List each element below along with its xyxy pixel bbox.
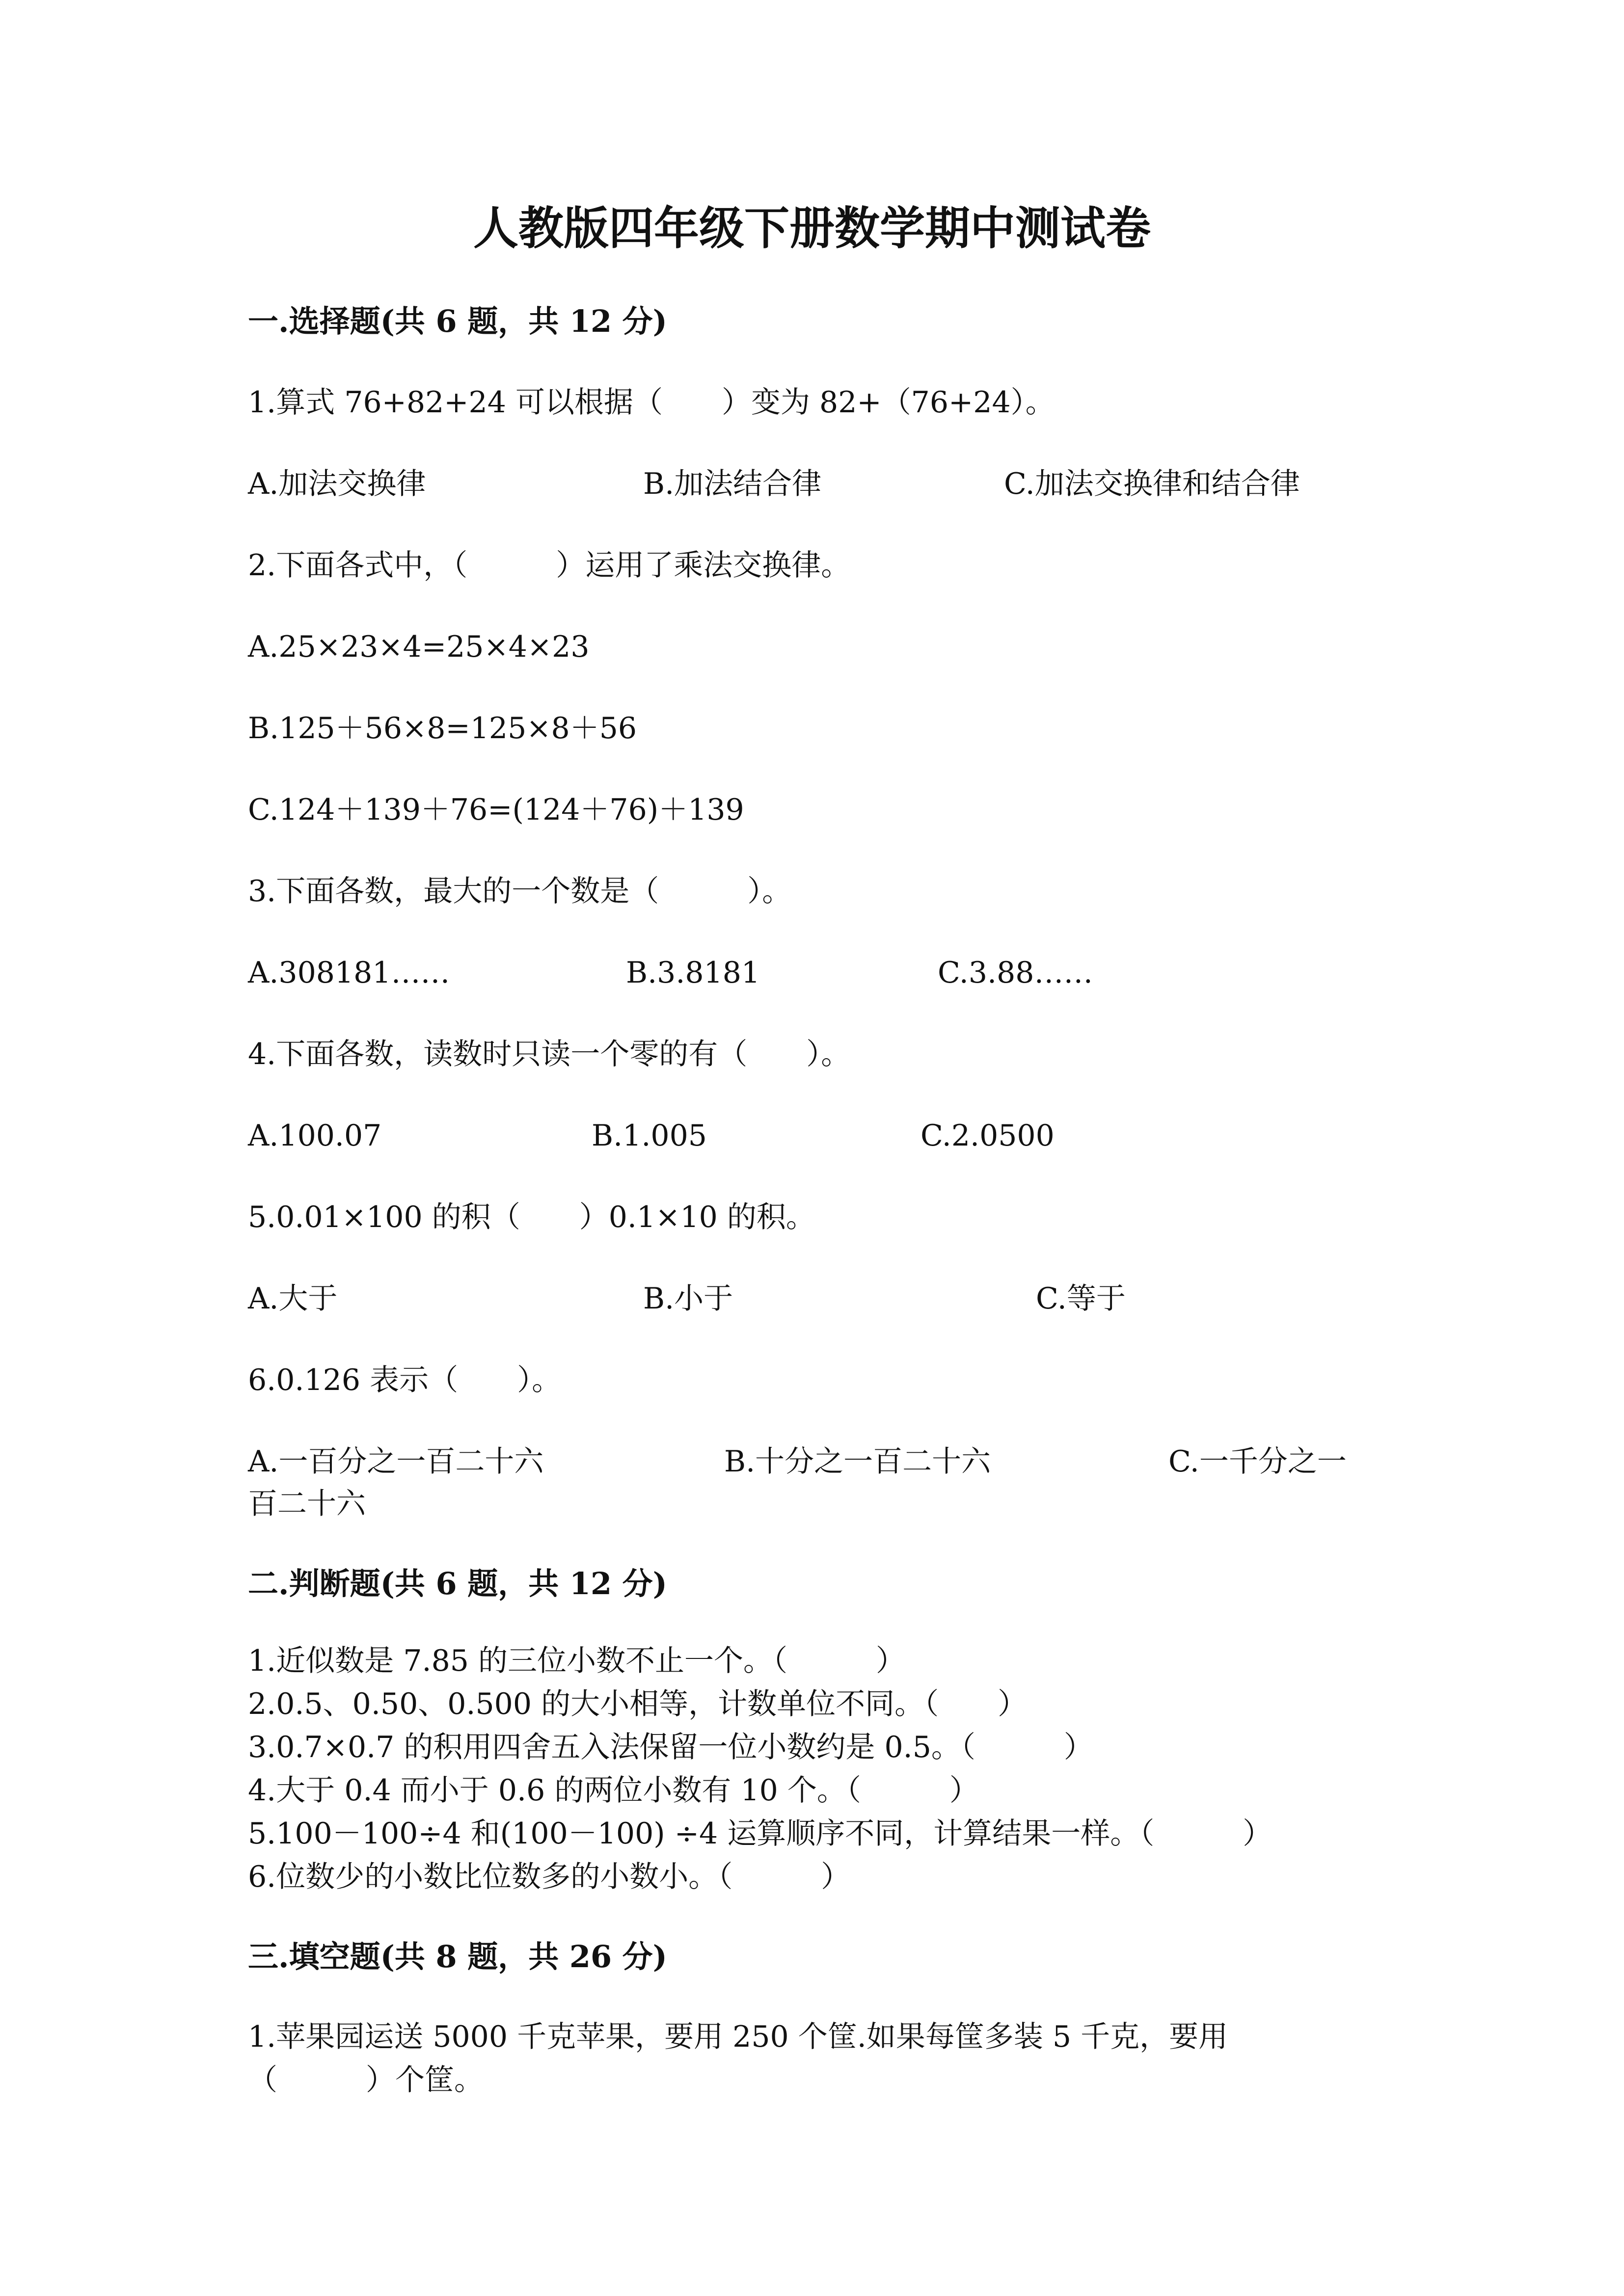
- question-stem: 3.下面各数，最大的一个数是（ ）。: [248, 874, 792, 908]
- question-stem: 6.0.126 表示（ ）。: [248, 1363, 562, 1397]
- option-c: C.等于: [1036, 1281, 1126, 1316]
- fill-blank-item-continuation: （ ）个筐。: [248, 2063, 484, 2097]
- fill-blank-item: 1.苹果园运送 5000 千克苹果，要用 250 个筐.如果每筐多装 5 千克，要用: [248, 2020, 1228, 2054]
- option-b: B.3.8181: [626, 956, 760, 990]
- question-stem: 1.算式 76+82+24 可以根据（ ）变为 82+（76+24）。: [248, 385, 1055, 420]
- judgement-item: 5.100－100÷4 和(100－100) ÷4 运算顺序不同，计算结果一样。（ ）: [248, 1816, 1272, 1851]
- option-c: C.2.0500: [920, 1119, 1055, 1153]
- option-b: B.125＋56×8=125×8＋56: [248, 711, 637, 746]
- judgement-item: 3.0.7×0.7 的积用四舍五入法保留一位小数约是 0.5。（ ）: [248, 1730, 1093, 1764]
- question-stem: 4.下面各数，读数时只读一个零的有（ ）。: [248, 1037, 851, 1071]
- option-c: C.3.88……: [938, 956, 1093, 990]
- option-b: B.十分之一百二十六: [724, 1444, 991, 1479]
- option-a: A.308181……: [248, 956, 450, 990]
- option-a: A.25×23×4=25×4×23: [248, 630, 590, 664]
- option-a: A.大于: [248, 1281, 338, 1316]
- section-heading-choice: 一.选择题(共 6 题，共 12 分): [248, 303, 668, 339]
- judgement-item: 2.0.5、0.50、0.500 的大小相等，计数单位不同。（ ）: [248, 1687, 1028, 1721]
- option-a: A.加法交换律: [248, 467, 426, 501]
- judgement-item: 1.近似数是 7.85 的三位小数不止一个。（ ）: [248, 1644, 905, 1678]
- question-stem: 5.0.01×100 的积（ ）0.1×10 的积。: [248, 1200, 815, 1234]
- page-title: 人教版四年级下册数学期中测试卷: [473, 202, 1151, 255]
- section-heading-fill-blank: 三.填空题(共 8 题，共 26 分): [248, 1939, 668, 1975]
- option-a: A.一百分之一百二十六: [248, 1444, 544, 1479]
- option-c: C.一千分之一: [1168, 1444, 1347, 1479]
- option-c: C.124＋139＋76=(124＋76)＋139: [248, 793, 744, 827]
- option-c: C.加法交换律和结合律: [1004, 467, 1300, 501]
- question-stem: 2.下面各式中，（ ）运用了乘法交换律。: [248, 548, 851, 583]
- judgement-item: 4.大于 0.4 而小于 0.6 的两位小数有 10 个。（ ）: [248, 1773, 979, 1808]
- option-a: A.100.07: [248, 1119, 382, 1153]
- judgement-item: 6.位数少的小数比位数多的小数小。（ ）: [248, 1860, 851, 1894]
- option-b: B.加法结合律: [643, 467, 822, 501]
- option-b: B.1.005: [592, 1119, 707, 1153]
- section-heading-judgement: 二.判断题(共 6 题，共 12 分): [248, 1566, 668, 1602]
- option-c-continuation: 百二十六: [248, 1487, 366, 1521]
- option-b: B.小于: [643, 1281, 733, 1316]
